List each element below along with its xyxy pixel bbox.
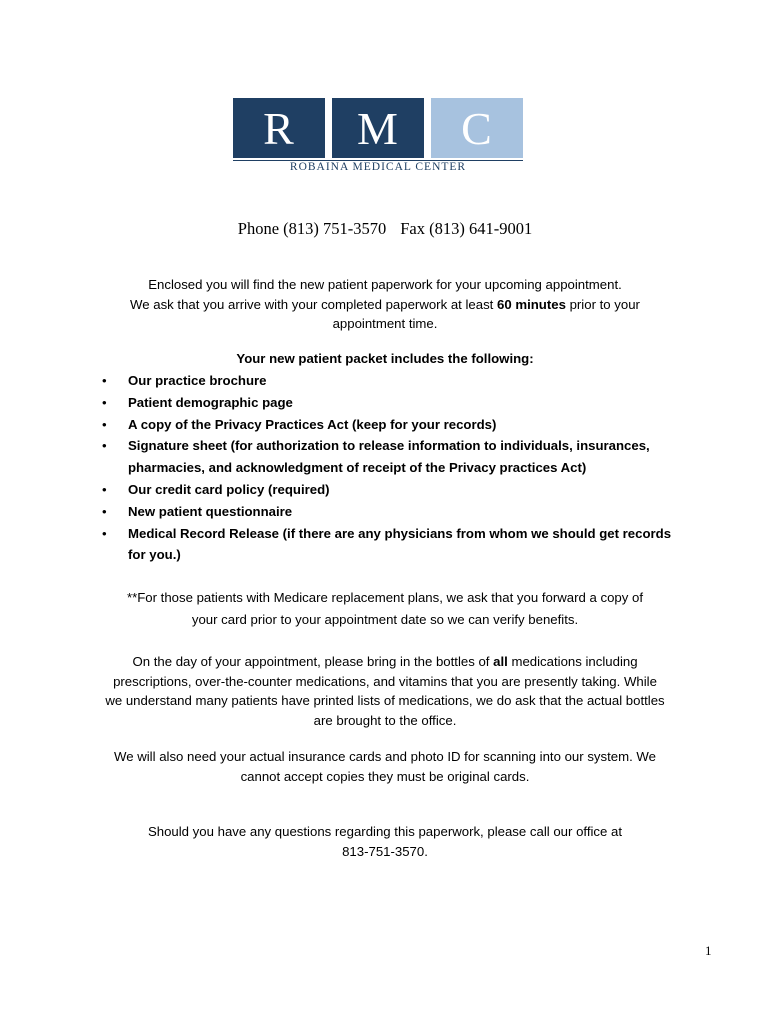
- logo-letter-m: M: [332, 98, 424, 158]
- logo-letter-c: C: [431, 98, 523, 158]
- sixty-minutes-emphasis: 60 minutes: [497, 296, 566, 312]
- medications-paragraph: [70, 652, 700, 730]
- fax-number: Fax (813) 641-9001: [400, 219, 533, 238]
- all-emphasis: all: [493, 654, 508, 669]
- phone-number: Phone (813) 751-3570: [237, 219, 387, 238]
- rmc-logo: [233, 98, 523, 174]
- logo-subtitle: ROBAINA MEDICAL CENTER: [289, 161, 467, 173]
- list-item: • Medical Record Release (if there are any physicians from whom we should get records for you.): [102, 525, 672, 563]
- intro-line-2: We ask that you arrive with your completed paperwork at least 60 minutes prior to your: [130, 296, 640, 312]
- questions-line-2: 813-751-3570.: [342, 843, 428, 859]
- packet-title: Your new patient packet includes the following:: [236, 351, 534, 366]
- list-item: • Our practice brochure: [102, 373, 267, 388]
- logo-letter-r: R: [233, 98, 325, 158]
- packet-list: [100, 370, 671, 566]
- medicare-line-1: **For those patients with Medicare replacement plans, we ask that you forward a copy of: [126, 590, 644, 605]
- list-item: • Our credit card policy (required): [102, 481, 330, 497]
- page-number: 1: [705, 943, 712, 958]
- intro-line-1: Enclosed you will find the new patient paperwork for your upcoming appointment.: [148, 277, 622, 292]
- medicare-line-2: your card prior to your appointment date so we can verify benefits.: [191, 612, 579, 627]
- list-item: • New patient questionnaire: [102, 503, 293, 519]
- list-item: • Signature sheet (for authorization to release information to individuals, insurances, pharmacies, and acknowledgment of receipt of the Privacy practices Act): [102, 438, 650, 476]
- insurance-line-1: We will also need your actual insurance cards and photo ID for scanning into our system. We: [114, 749, 656, 764]
- intro-line-3: appointment time.: [332, 316, 438, 331]
- list-item: • A copy of the Privacy Practices Act (keep for your records): [102, 416, 497, 432]
- medications-line-3: we understand many patients have printed lists of medications, we do ask that the actual bottles: [105, 693, 665, 708]
- medicare-paragraph: [70, 587, 700, 631]
- list-item: • Patient demographic page: [102, 394, 293, 410]
- contact-line: [0, 219, 770, 239]
- medications-line-2: prescriptions, over-the-counter medications, and vitamins that you are presently taking. While: [113, 673, 657, 689]
- questions-paragraph: [70, 822, 700, 861]
- intro-paragraph: [70, 275, 700, 334]
- insurance-paragraph: [70, 747, 700, 786]
- medications-line-1: On the day of your appointment, please bring in the bottles of all medications including: [132, 654, 638, 669]
- questions-line-1: Should you have any questions regarding this paperwork, please call our office at: [147, 824, 623, 839]
- insurance-line-2: cannot accept copies they must be original cards.: [240, 768, 530, 784]
- medications-line-4: are brought to the office.: [313, 712, 457, 728]
